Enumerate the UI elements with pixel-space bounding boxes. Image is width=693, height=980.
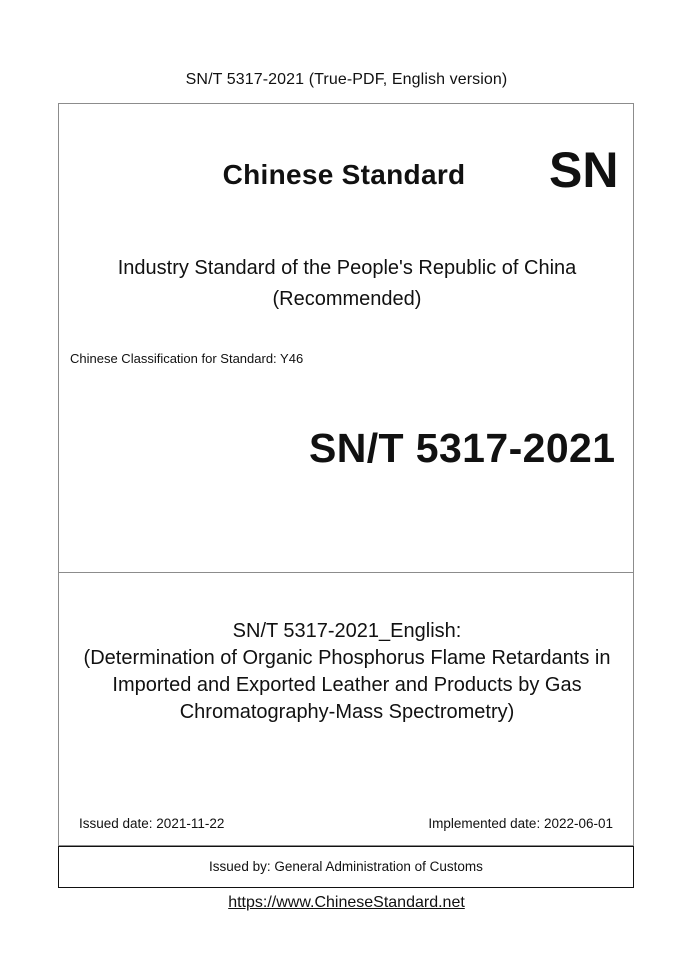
document-title-line: (Determination of Organic Phosphorus Flame Retardants in	[83, 647, 611, 669]
implemented-date: Implemented date: 2022-06-01	[428, 816, 613, 831]
brand-mark: SN	[549, 142, 619, 198]
issuer-box	[58, 846, 634, 888]
document-info-frame	[58, 573, 634, 846]
issued-date: Issued date: 2021-11-22	[79, 816, 225, 831]
website-link[interactable]: https://www.ChineseStandard.net	[228, 894, 465, 911]
cover-frame	[58, 103, 634, 573]
document-title	[59, 618, 635, 726]
classification-text: Chinese Classification for Standard: Y46	[70, 351, 304, 366]
issuer-text: Issued by: General Administration of Customs	[209, 859, 483, 874]
recommended-line: (Recommended)	[272, 288, 422, 310]
document-title-line: SN/T 5317-2021_English:	[232, 620, 462, 642]
industry-standard-line: Industry Standard of the People's Republic of China	[117, 257, 577, 279]
document-title-line: Chromatography-Mass Spectrometry)	[179, 701, 515, 723]
page-header-title: SN/T 5317-2021 (True-PDF, English version)	[185, 71, 508, 88]
document-title-line: Imported and Exported Leather and Products by Gas	[112, 674, 582, 696]
brand-title: Chinese Standard	[222, 159, 466, 190]
standard-number: SN/T 5317-2021	[309, 425, 616, 471]
